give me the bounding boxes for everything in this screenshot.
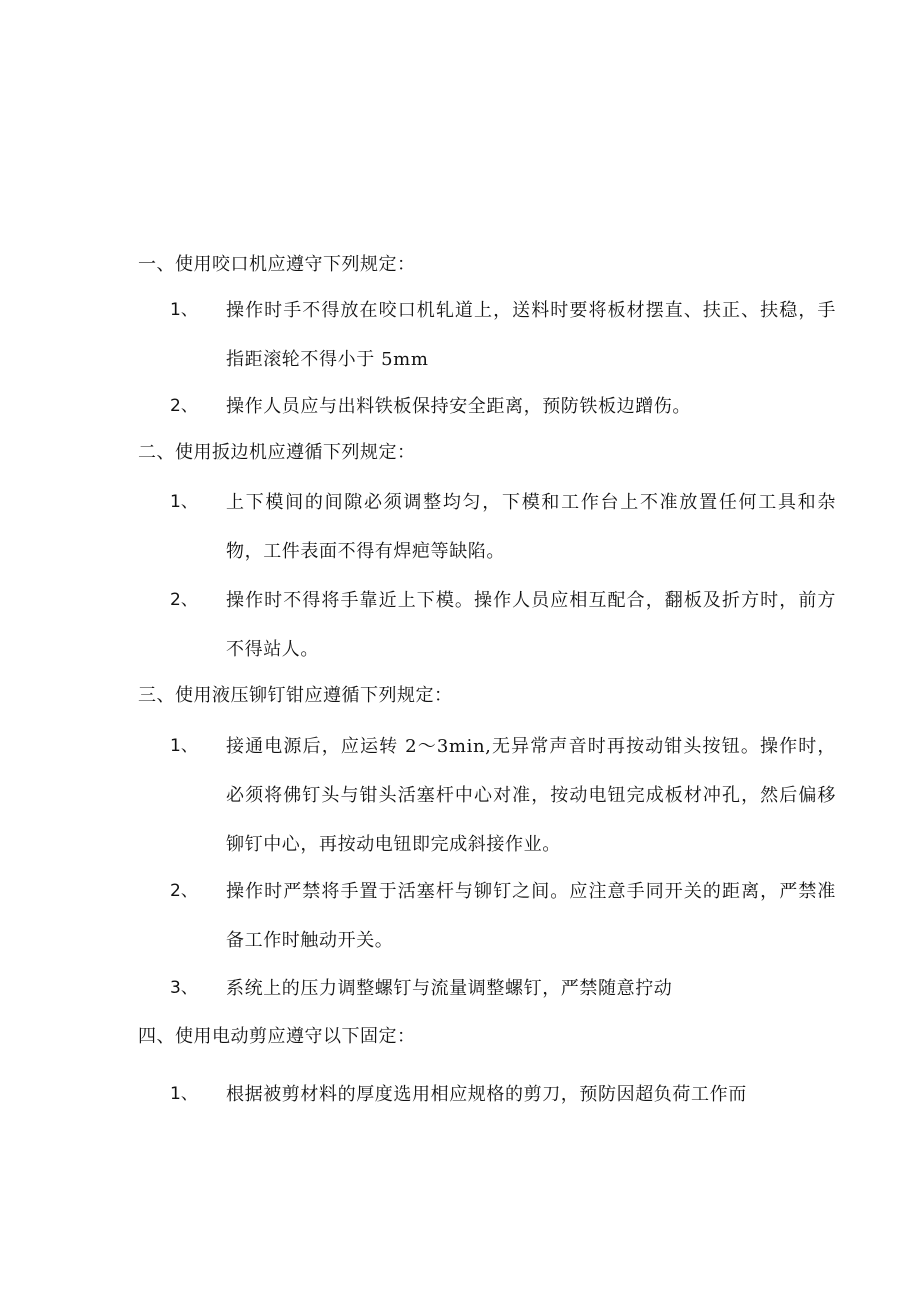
item-text: 操作人员应与出料铁板保持安全距离，预防铁板边蹭伤。 xyxy=(226,396,691,417)
item-number: 1、 xyxy=(170,1084,198,1104)
item-number: 3、 xyxy=(170,978,198,998)
item-number: 2、 xyxy=(170,396,198,416)
item-number: 2、 xyxy=(170,881,198,901)
item-number: 1、 xyxy=(170,736,198,756)
item-number: 1、 xyxy=(170,492,198,512)
item-number: 2、 xyxy=(170,590,198,610)
section-heading: 一、使用咬口机应遵守下列规定： xyxy=(138,254,416,275)
section-heading: 二、使用扳边机应遵循下列规定： xyxy=(138,442,416,463)
item-text: 系统上的压力调整螺钉与流量调整螺钉，严禁随意拧动 xyxy=(226,978,673,999)
item-text: 操作时不得将手靠近上下模。操作人员应相互配合，翻板及折方时，前方不得站人。 xyxy=(226,590,836,660)
item-text: 接通电源后，应运转 2～3min,无异常声音时再按动钳头按钮。操作时，必须将佛钉头与钳头活塞杆中心对准，按动电钮完成板材冲孔，然后偏移铆钉中心，再按动电钮即完成斜接作业。 xyxy=(226,736,836,855)
item-text: 根据被剪材料的厚度选用相应规格的剪刀，预防因超负荷工作而 xyxy=(226,1084,747,1105)
section-heading: 四、使用电动剪应遵守以下固定： xyxy=(138,1026,416,1047)
item-text: 操作时严禁将手置于活塞杆与铆钉之间。应注意手同开关的距离，严禁准备工作时触动开关。 xyxy=(226,881,836,951)
section-heading: 三、使用液压铆钉钳应遵循下列规定： xyxy=(138,685,453,706)
item-text: 上下模间的间隙必须调整均匀，下模和工作台上不准放置任何工具和杂物，工件表面不得有焊疤等缺陷。 xyxy=(226,492,836,562)
item-number: 1、 xyxy=(170,300,198,320)
item-text: 操作时手不得放在咬口机轧道上，送料时要将板材摆直、扶正、扶稳，手指距滚轮不得小于 5mm xyxy=(226,300,836,370)
